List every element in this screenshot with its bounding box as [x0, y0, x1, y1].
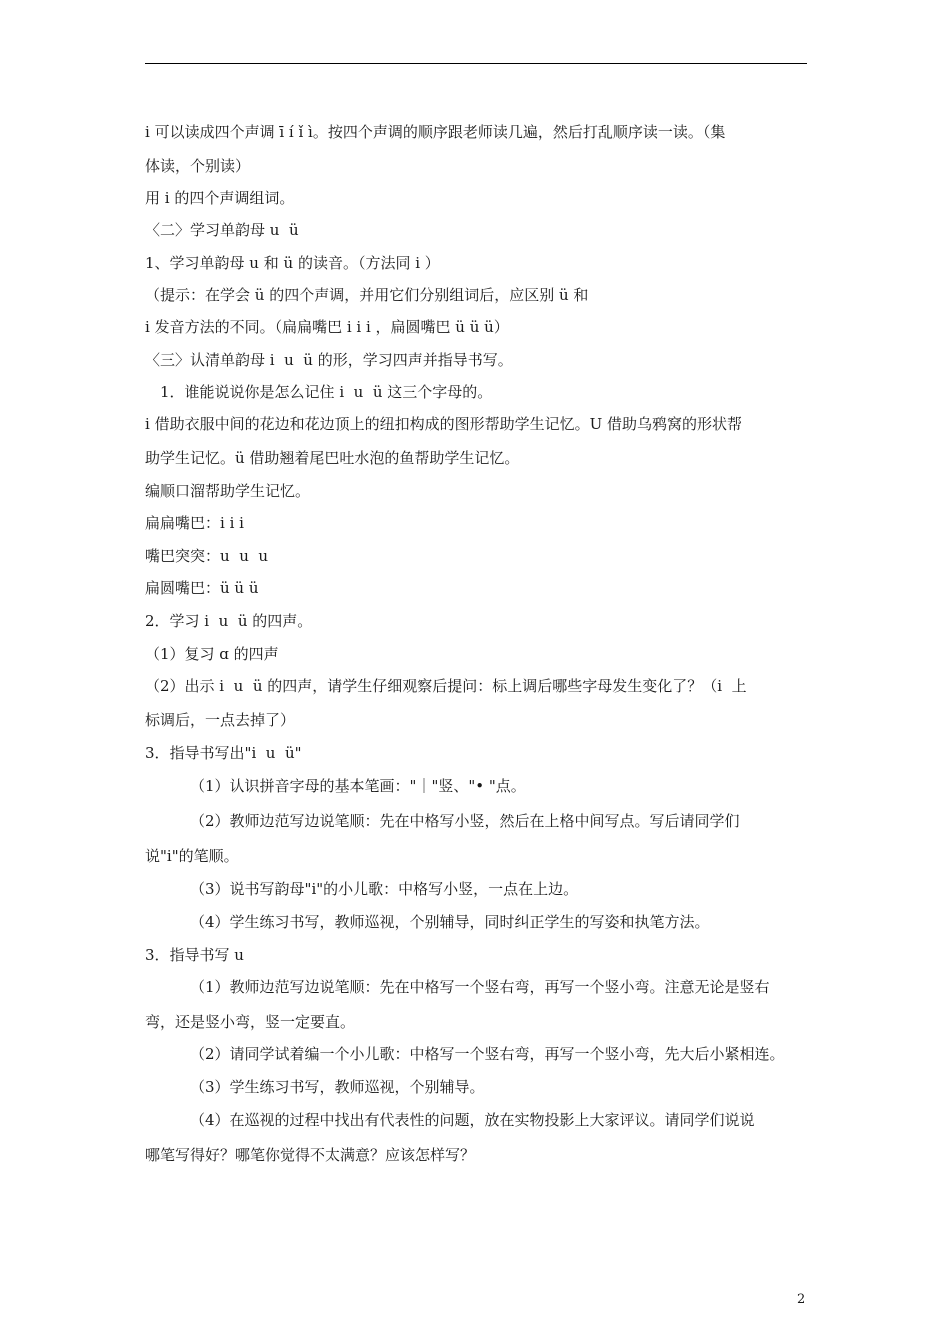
page-number: 2: [797, 1292, 806, 1307]
text-line: （2）请同学试着编一个小儿歌：中格写一个竖右弯，再写一个竖小弯，先大后小紧相连。: [190, 1045, 785, 1063]
text-line: 说"i"的笔顺。: [145, 847, 239, 865]
text-line: i 借助衣服中间的花边和花边顶上的纽扣构成的图形帮助学生记忆。U 借助乌鸦窝的形状帮: [145, 415, 742, 433]
text-line: 标调后，一点去掉了）: [145, 711, 296, 729]
text-line: （1）教师边范写边说笔顺：先在中格写一个竖右弯，再写一个竖小弯。注意无论是竖右: [190, 978, 770, 996]
text-line: 用 i 的四个声调组词。: [145, 189, 295, 207]
section-heading: 〈二〉学习单韵母 u ü: [145, 221, 299, 239]
text-line: （2）教师边范写边说笔顺：先在中格写小竖，然后在上格中间写点。写后请同学们: [190, 812, 740, 830]
text-line: 2．学习 i u ü 的四声。: [145, 612, 313, 630]
text-line: 1、学习单韵母 u 和 ü 的读音。（方法同 i ）: [145, 254, 440, 272]
text-line: 1．谁能说说你是怎么记住 i u ü 这三个字母的。: [160, 383, 493, 401]
text-line: （4）在巡视的过程中找出有代表性的问题，放在实物投影上大家评议。请同学们说说: [190, 1111, 755, 1129]
text-line: 编顺口溜帮助学生记忆。: [145, 482, 311, 500]
text-line: （提示：在学会 ü 的四个声调，并用它们分别组词后，应区别 ü 和: [145, 286, 589, 304]
section-heading: 〈三〉认清单韵母 i u ü 的形，学习四声并指导书写。: [145, 351, 513, 369]
text-line: 体读，个别读）: [145, 157, 251, 175]
text-line: （1）认识拼音字母的基本笔画："｜"竖、"• "点。: [190, 777, 526, 795]
text-line: （2）出示 i u ü 的四声，请学生仔细观察后提问：标上调后哪些字母发生变化了？（i 上: [145, 677, 747, 695]
header-rule: [145, 63, 807, 64]
text-line: 嘴巴突突：u u u: [145, 547, 269, 565]
text-line: 助学生记忆。ü 借助翘着尾巴吐水泡的鱼帮助学生记忆。: [145, 449, 520, 467]
text-line: （1）复习 ɑ 的四声: [145, 645, 279, 663]
document-body: [145, 122, 810, 1165]
text-line: 哪笔写得好？哪笔你觉得不太满意？应该怎样写？: [145, 1146, 476, 1164]
text-line: 扁圆嘴巴：ü ü ü: [145, 579, 259, 597]
text-line: i 可以读成四个声调 ī í ǐ ì。按四个声调的顺序跟老师读几遍，然后打乱顺序读一读。（集: [145, 123, 726, 141]
text-line: 扁扁嘴巴：i i i: [145, 514, 244, 532]
text-line: （3）学生练习书写，教师巡视，个别辅导。: [190, 1078, 485, 1096]
text-line: 3．指导书写出"i u ü": [145, 744, 302, 762]
text-line: 3．指导书写 u: [145, 946, 244, 964]
text-line: （3）说书写韵母"i"的小儿歌：中格写小竖，一点在上边。: [190, 880, 579, 898]
text-line: 弯，还是竖小弯，竖一定要直。: [145, 1013, 356, 1031]
text-line: i 发音方法的不同。（扁扁嘴巴 i i i ，扁圆嘴巴 ü ü ü）: [145, 318, 509, 336]
text-line: （4）学生练习书写，教师巡视，个别辅导，同时纠正学生的写姿和执笔方法。: [190, 913, 710, 931]
